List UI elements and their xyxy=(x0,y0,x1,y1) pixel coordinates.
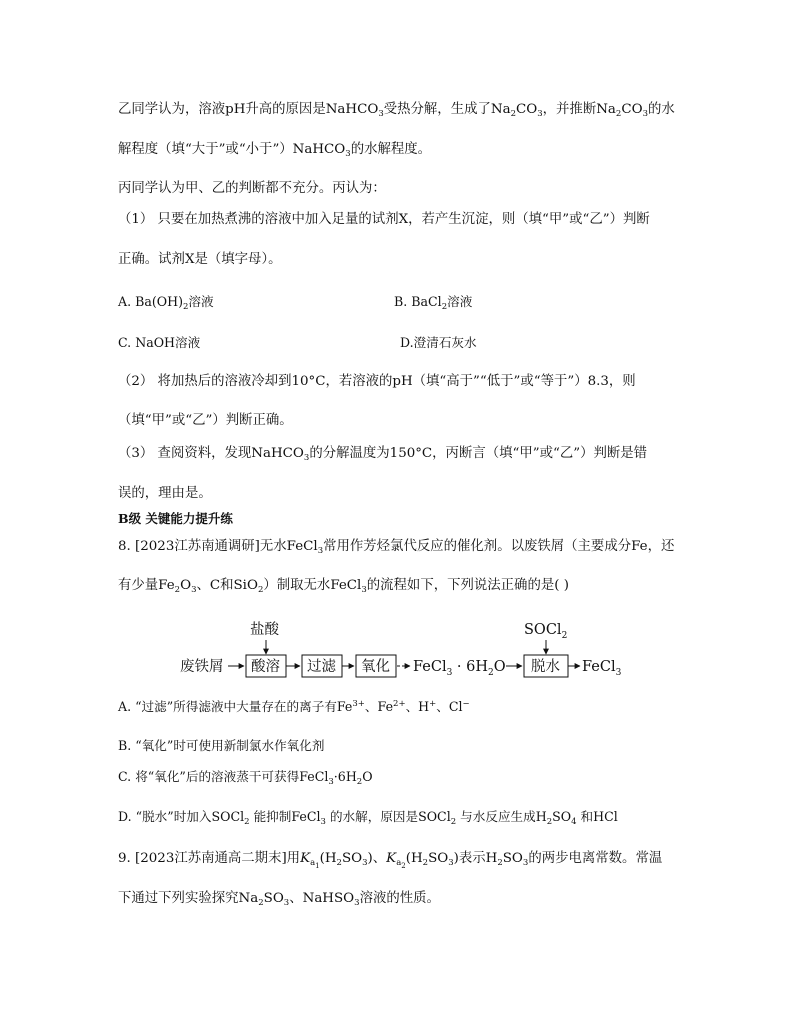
text-span: O xyxy=(362,769,373,784)
option-d: D.澄清石灰水 xyxy=(400,335,477,350)
subscript: 2 xyxy=(510,109,516,119)
subscript: 3 xyxy=(320,817,326,827)
text-span: 、NaHSO xyxy=(289,891,355,906)
text-span: SO xyxy=(502,851,523,866)
subscript: 3 xyxy=(345,149,351,159)
question-8-option-a xyxy=(118,698,470,716)
text-span: C. 将“氧化”后的溶液蒸干可获得FeCl xyxy=(118,769,329,784)
text-span: SO xyxy=(552,809,572,824)
subscript: 2 xyxy=(183,302,189,312)
text-span: (H xyxy=(405,851,423,866)
subscript: 3 xyxy=(191,585,197,595)
text-span: ）制取无水FeCl xyxy=(263,578,362,593)
subscript: 2 xyxy=(356,777,363,787)
text-line-4: （1） 只要在加热煮沸的溶液中加入足量的试剂X，若产生沉淀，则（填“甲”或“乙”）判断 xyxy=(118,212,650,227)
subscript: 2 xyxy=(615,109,622,119)
superscript: 3+ xyxy=(352,699,365,709)
flow-step-acid-dissolve: 酸溶 xyxy=(251,659,280,675)
text-span: ，并推断Na xyxy=(542,102,616,117)
text-span: 的流程如下，下列说法正确的是( ) xyxy=(366,578,569,593)
text-line-3: 丙同学认为甲、乙的判断都不充分。丙认为： xyxy=(118,181,386,196)
subscript: 2 xyxy=(336,858,342,868)
text-span: O xyxy=(180,578,192,593)
text-span: SO xyxy=(428,851,449,866)
question-8-line-1 xyxy=(118,538,674,556)
subscript: 3 xyxy=(361,585,367,595)
text-span: D. “脱水”时加入SOCl xyxy=(118,809,245,824)
subscript: 3 xyxy=(317,546,324,556)
text-span: 乙同学认为，溶液pH升高的原因是NaHCO xyxy=(118,102,379,117)
superscript: + xyxy=(429,699,437,709)
subscript: 2 xyxy=(497,858,503,868)
subscript: 4 xyxy=(571,817,577,827)
symbol-k: K xyxy=(300,851,311,866)
text-line-2 xyxy=(118,141,431,159)
flow-step-oxidize: 氧化 xyxy=(361,659,390,675)
text-span: ·6H xyxy=(333,769,357,784)
subscript: a1 xyxy=(310,858,320,870)
text-span: 溶液的性质。 xyxy=(359,891,440,906)
text-span: (H xyxy=(319,851,337,866)
text-span: （3） 查阅资料，发现NaHCO xyxy=(118,446,304,461)
question-9-line-1 xyxy=(118,850,662,868)
subscript: 2 xyxy=(546,817,553,827)
text-span: 的水解程度。 xyxy=(350,142,432,157)
subscript: 2 xyxy=(441,302,448,312)
option-a xyxy=(118,293,214,311)
text-span: 的两步电离常数。常温 xyxy=(528,851,663,866)
text-span: 9. [2023江苏南通高二期末]用 xyxy=(118,851,301,866)
subscript: 3 xyxy=(522,858,529,868)
text-span: 、C和SiO xyxy=(196,578,258,593)
flow-intermediate-product: FeCl$_3$ · $6H_2O$ xyxy=(413,659,506,678)
option-c: C. NaOH溶液 xyxy=(118,335,201,350)
text-span: A. Ba(OH) xyxy=(118,294,183,309)
subscript: 2 xyxy=(244,817,250,827)
text-span: 受热分解，生成了Na xyxy=(383,102,511,117)
text-span: 能抑制FeCl xyxy=(253,809,321,824)
text-span: 常用作芳烃氯代反应的催化剂。以废铁屑（主要成分Fe，还 xyxy=(323,539,675,554)
text-span: 解程度（填“大于”或“小于”）NaHCO xyxy=(118,142,346,157)
text-line-1 xyxy=(118,101,675,119)
text-span: 的水解，原因是SOCl xyxy=(329,809,451,824)
question-8-option-d xyxy=(118,808,618,826)
text-span: 溶液 xyxy=(188,294,214,309)
question-8-line-2 xyxy=(118,577,569,595)
superscript: − xyxy=(462,699,470,709)
option-b xyxy=(394,293,472,311)
subscript: 2 xyxy=(450,817,457,827)
text-span: CO xyxy=(621,102,643,117)
text-line-7: （填“甲”或“乙”）判断正确。 xyxy=(118,413,293,428)
flow-input-socl2: SOCl$_2$ xyxy=(524,622,568,641)
subscript: 2 xyxy=(257,585,264,595)
text-span: 和HCl xyxy=(580,809,618,824)
text-span: SO xyxy=(263,891,284,906)
text-span: SO xyxy=(341,851,363,866)
text-span: 8. [2023江苏南通调研]无水FeCl xyxy=(118,539,318,554)
subscript: 3 xyxy=(642,109,648,119)
section-heading: B级 关键能力提升练 xyxy=(118,511,233,526)
subscript: 3 xyxy=(378,109,384,119)
subscript: 2 xyxy=(422,858,429,868)
subscript: 3 xyxy=(362,858,368,868)
text-span: 与水反应生成H xyxy=(460,809,547,824)
subscript: 2 xyxy=(258,898,264,908)
flow-start-scrap-iron: 废铁屑 xyxy=(180,659,224,675)
text-span: 、H xyxy=(405,699,430,714)
text-span: 的分解温度为150°C，丙断言（填“甲”或“乙”）判断是错 xyxy=(309,446,648,461)
subscript: 2 xyxy=(174,585,181,595)
superscript: 2+ xyxy=(393,699,406,709)
subscript: 3 xyxy=(537,109,543,119)
question-9-line-2 xyxy=(118,890,440,908)
subscript: 3 xyxy=(283,898,290,908)
text-span: B. BaCl xyxy=(394,294,442,309)
text-span: 、Cl xyxy=(436,699,463,714)
text-span: 溶液 xyxy=(447,294,473,309)
text-span: 下通过下列实验探究Na xyxy=(118,891,259,906)
text-line-8 xyxy=(118,445,647,463)
subscript: 3 xyxy=(303,453,310,463)
text-span: )表示H xyxy=(453,851,498,866)
question-8-option-b: B. “氧化”时可使用新制氯水作氧化剂 xyxy=(118,738,325,753)
text-span: 、Fe xyxy=(364,699,394,714)
text-span: 的水 xyxy=(648,102,675,117)
flow-step-filter: 过滤 xyxy=(307,659,336,675)
text-line-6: （2） 将加热后的溶液冷却到10°C，若溶液的pH（填“高于”“低于”或“等于”）8.3，则 xyxy=(118,374,636,389)
question-8-option-c xyxy=(118,768,373,786)
text-line-9: 误的，理由是。 xyxy=(118,486,212,501)
text-span: A. “过滤”所得滤液中大量存在的离子有Fe xyxy=(118,699,353,714)
subscript: a2 xyxy=(396,858,406,870)
text-span: 有少量Fe xyxy=(118,578,175,593)
text-line-5: 正确。试剂X是（填字母）。 xyxy=(118,252,282,267)
subscript: 3 xyxy=(448,858,454,868)
flow-step-dehydrate: 脱水 xyxy=(531,659,560,675)
process-flow-diagram xyxy=(170,612,630,692)
symbol-k: K xyxy=(386,851,397,866)
text-span: CO xyxy=(516,102,538,117)
flow-input-hydrochloric-acid: 盐酸 xyxy=(250,622,279,638)
subscript: 3 xyxy=(328,777,334,787)
flow-end-product: FeCl$_3$ xyxy=(582,659,622,678)
subscript: 3 xyxy=(354,898,360,908)
text-span: )、 xyxy=(367,851,387,866)
